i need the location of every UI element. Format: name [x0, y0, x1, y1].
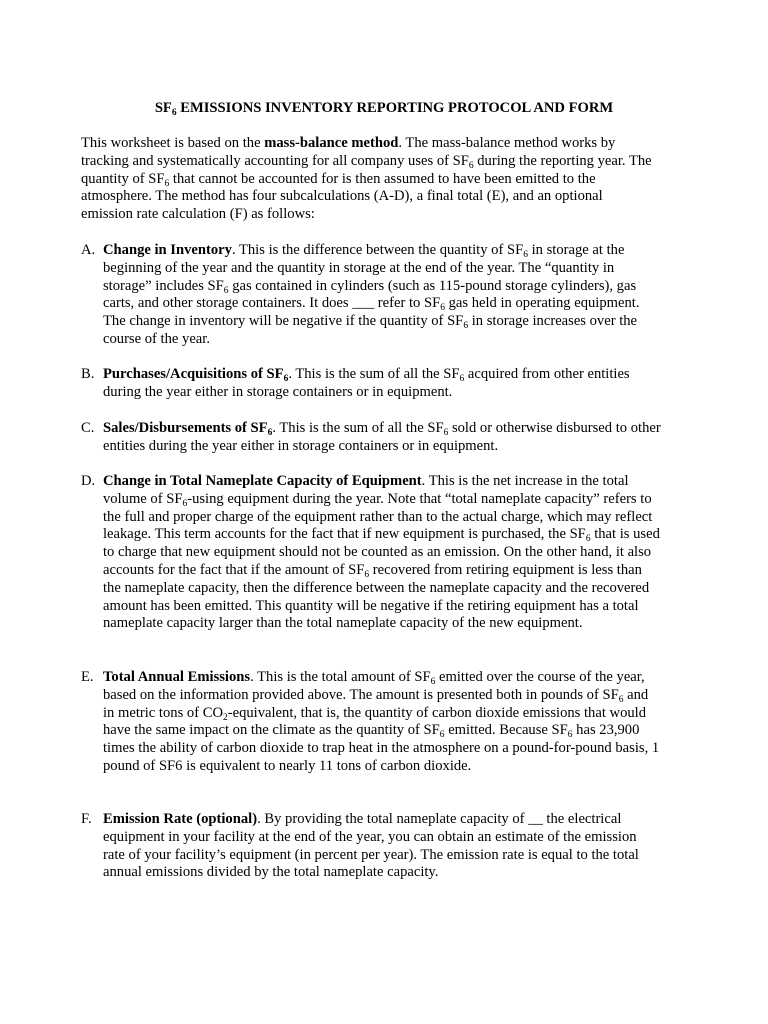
item-heading: Sales/Disbursements of $SF_6$: [103, 420, 273, 438]
item-heading: Change in Inventory: [103, 242, 232, 258]
list-item-purchases: [81, 366, 661, 402]
item-heading: Purchases/Acquisitions of $SF_6$: [103, 366, 289, 384]
list-item-nameplate-capacity: [81, 473, 661, 633]
list-item-text: Total Annual Emissions. This is the total amount of $SF_6$ emitted over the course of the year, based on the information provided above. The amount is presented both in pounds of $SF_6$ and in metric tons of $CO_2$-equivalent, that is, the quantity of carbon dioxide emissions that would have the same impact on the climate as the quantity of $SF_6$ emitted. Because $SF_6$ has 23,900 times the ability of carbon dioxide to trap heat in the atmosphere on a pound-for-pound basis, 1 pound of SF6 is equivalent to nearly 11 tons of carbon dioxide.: [103, 669, 660, 774]
list-item-text: Sales/Disbursements of $SF_6$. This is the sum of all the $SF_6$ sold or otherwise disbursed to other entities during the year either in storage containers or in equipment.: [103, 420, 661, 454]
list-marker: F.: [81, 811, 92, 827]
fill-in-blank: __: [528, 811, 543, 827]
list-marker: D.: [81, 473, 96, 489]
list-marker: A.: [81, 242, 96, 258]
mass-balance-term: mass-balance method: [264, 135, 399, 151]
list-item-text: Change in Inventory. This is the difference between the quantity of $SF_6$ in storage at the beginning of the year and the quantity in storage at the end of the year. The “quantity in storage” includes $SF_6$ gas contained in cylinders (such as 115-pound storage cylinders), gas carts, and other storage containers. It does ___ refer to $SF_6$ gas held in operating equipment. The change in inventory will be negative if the quantity of $SF_6$ in storage increases over the course of the year.: [103, 242, 640, 347]
item-heading: Total Annual Emissions: [103, 669, 251, 685]
list-item-text: Purchases/Acquisitions of $SF_6$. This is the sum of all the $SF_6$ acquired from other entities during the year either in storage containers or in equipment.: [103, 366, 630, 400]
intro-paragraph: This worksheet is based on the mass-balance method. The mass-balance method works by tracking and systematically accounting for all company uses of $SF_6$ during the reporting year. The quantity of $SF_6$ that cannot be accounted for is then assumed to have been emitted to the atmosphere. The method has four subcalculations (A-D), a final total (E), and an optional emission rate calculation (F) as follows:: [81, 135, 652, 223]
fill-in-blank: ___: [352, 295, 375, 312]
list-marker: B.: [81, 366, 95, 382]
document-title: $SF_6$ EMISSIONS INVENTORY REPORTING PROTOCOL AND FORM: [154, 100, 614, 118]
item-heading: Change in Total Nameplate Capacity of Equipment: [103, 473, 422, 489]
list-item-text: Change in Total Nameplate Capacity of Equipment. This is the net increase in the total volume of $SF_6$-using equipment during the year. Note that “total nameplate capacity” refers to the full and proper charge of the equipment rather than to the actual charge, which may reflect leakage. This term accounts for the fact that if new equipment is purchased, the $SF_6$ that is used to charge that new equipment should not be counted as an emission. On the other hand, it also accounts for the fact that if the amount of $SF_6$ recovered from retiring equipment is less than the nameplate capacity, then the difference between the nameplate capacity and the recovered amount has been emitted. This quantity will be negative if the retiring equipment has a total nameplate capacity larger than the total nameplate capacity of the new equipment.: [103, 473, 660, 632]
list-item-text: Emission Rate (optional). By providing the total nameplate capacity of __ the electrical equipment in your facility at the end of the year, you can obtain an estimate of the emission rate of your facility’s equipment (in percent per year). The emission rate is equal to the total annual emissions divided by the total nameplate capacity.: [103, 811, 639, 881]
list-marker: E.: [81, 669, 94, 685]
list-item-change-in-inventory: [81, 242, 661, 349]
list-item-sales: [81, 420, 661, 456]
list-item-total-emissions: [81, 669, 661, 776]
list-item-emission-rate: [81, 811, 661, 882]
list-marker: C.: [81, 420, 95, 436]
item-heading: Emission Rate (optional): [103, 811, 258, 827]
